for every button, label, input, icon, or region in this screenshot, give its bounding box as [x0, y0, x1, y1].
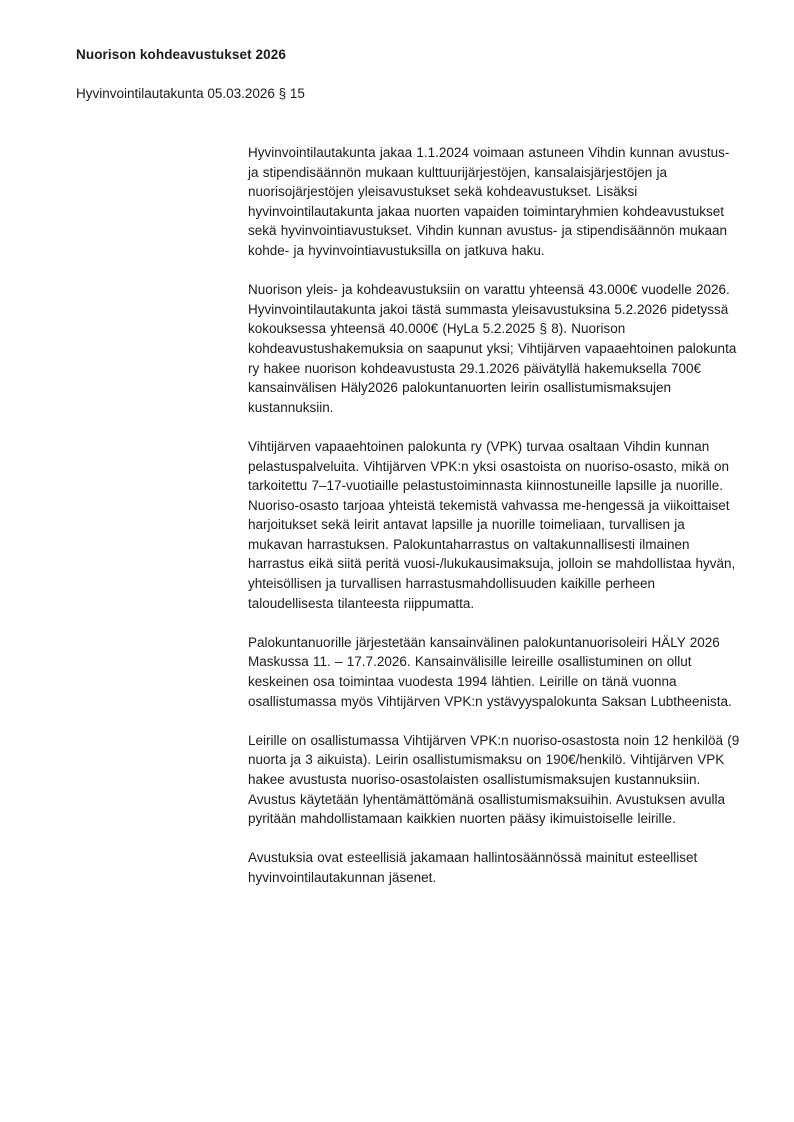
- paragraph-budget: Nuorison yleis- ja kohdeavustuksiin on varattu yhteensä 43.000€ vuodelle 2026. Hyvinvointilautakunta jakoi tästä summasta yleisavustuksina 5.2.2026 pidetyssä kokouksessa yhteensä 40.000€ (HyLa 5.2.2025 § 8). Nuorison kohdeavustushakemuksia on saapunut yksi; Vihtijärven vapaaehtoinen palokunta ry hakee nuorison kohdeavustusta 29.1.2026 päivätyllä hakemuksella 700€ kansainvälisen Häly2026 palokuntanuorten leirin osallistumismaksujen kustannuksiin.: [248, 282, 737, 415]
- document-subtitle: Hyvinvointilautakunta 05.03.2026 § 15: [76, 86, 305, 101]
- document-body: [248, 143, 740, 907]
- paragraph-participants: Leirille on osallistumassa Vihtijärven VPK:n nuoriso-osastosta noin 12 henkilöä (9 nuorta ja 3 aikuista). Leirin osallistumismaksu on 190€/henkilö. Vihtijärven VPK hakee avustusta nuoriso-osastolaisten osallistumismaksujen kustannuksiin. Avustus käytetään lyhentämättömänä osallistumismaksuihin. Avustuksen avulla pyritään mahdollistamaan kaikkien nuorten pääsy ikimuistoiselle leirille.: [248, 732, 740, 827]
- paragraph-vpk-description: Vihtijärven vapaaehtoinen palokunta ry (VPK) turvaa osaltaan Vihdin kunnan pelastuspalveluita. Vihtijärven VPK:n yksi osastoista on nuoriso-osasto, mikä on tarkoitettu 7–17-vuotiaille pelastustoiminnasta kiinnostuneille lapsille ja nuorille. Nuoriso-osasto tarjoaa yhteistä tekemistä vahvassa me-hengessä ja viikoittaiset harjoitukset sekä leirit antavat lapsille ja nuorille toimeliaan, turvallisen ja mukavan harrastuksen. Palokuntaharrastus on valtakunnallisesti ilmainen harrastus eikä siitä peritä vuosi-/lukukausimaksuja, jolloin se mahdollistaa hyvän, yhteisöllisen ja turvallisen harrastusmahdollisuuden kaikille perheen taloudellisesta tilanteesta riippumatta.: [248, 438, 736, 611]
- document-title: Nuorison kohdeavustukset 2026: [76, 47, 286, 62]
- paragraph-camp: Palokuntanuorille järjestetään kansainvälinen palokuntanuorisoleiri HÄLY 2026 Maskussa 11. – 17.7.2026. Kansainvälisille leireille osallistuminen on ollut keskeinen osa toimintaa vuodesta 1994 lähtien. Leirille on tänä vuonna osallistumassa myös Vihtijärven VPK:n ystävyyspalokunta Saksan Lubtheenista.: [248, 634, 732, 709]
- paragraph-disqualification: Avustuksia ovat esteellisiä jakamaan hallintosäännössä mainitut esteelliset hyvinvointilautakunnan jäsenet.: [248, 850, 698, 885]
- paragraph-intro: Hyvinvointilautakunta jakaa 1.1.2024 voimaan astuneen Vihdin kunnan avustus- ja stipendisäännön mukaan kulttuurijärjestöjen, kansalaisjärjestöjen ja nuorisojärjestöjen yleisavustukset sekä kohdeavustukset. Lisäksi hyvinvointilautakunta jakaa nuorten vapaiden toimintaryhmien kohdeavustukset sekä hyvinvointiavustukset. Vihdin kunnan avustus- ja stipendisäännön mukaan kohde- ja hyvinvointiavustuksilla on jatkuva haku.: [248, 145, 730, 258]
